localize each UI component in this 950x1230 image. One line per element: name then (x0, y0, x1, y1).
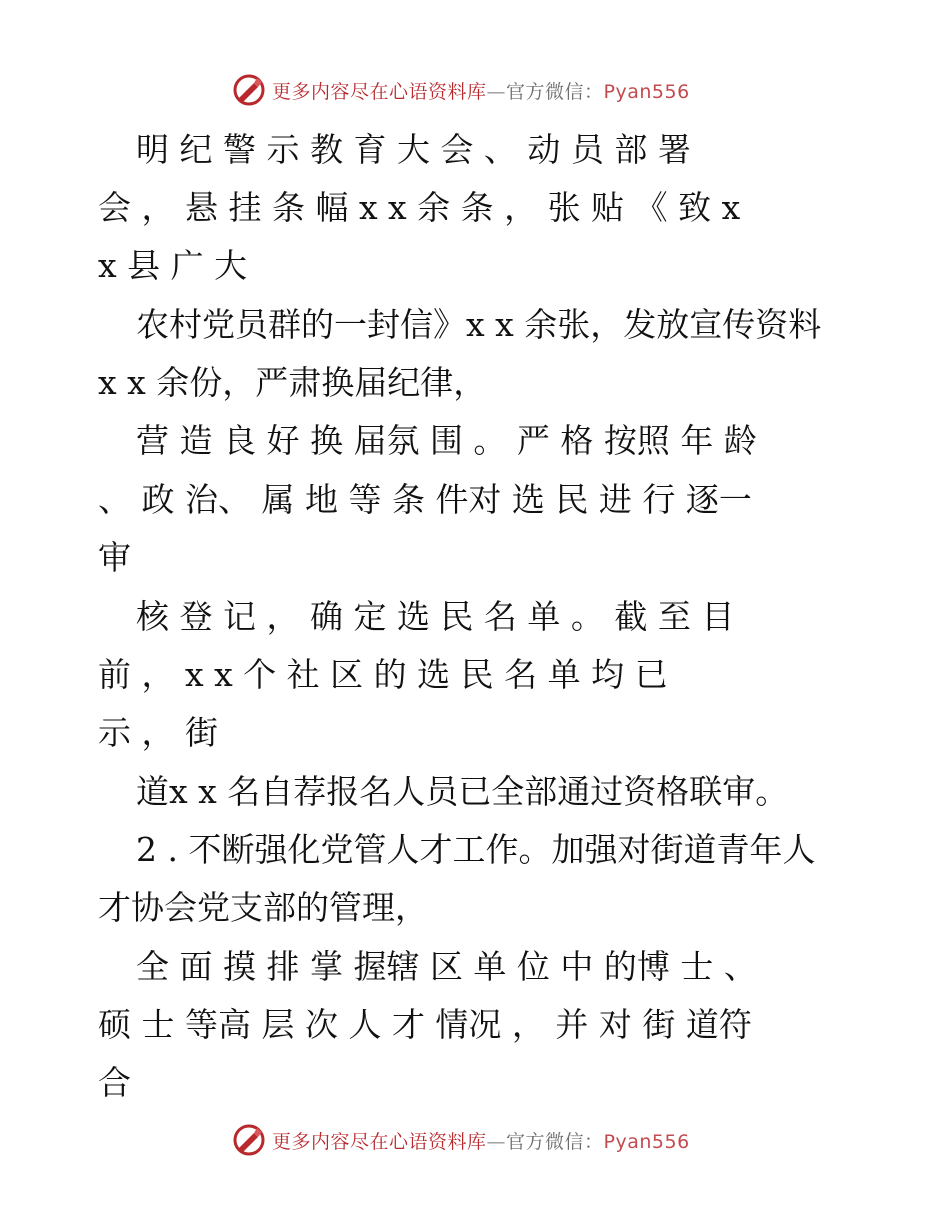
text-line: 农村党员群的一封信》x x 余张，发放宣传资料 (136, 305, 822, 344)
footer-banner-dash: — (486, 1130, 507, 1153)
text-line: 、 政 治、 属 地 等 条 件对 选 民 进 行 逐一 (98, 480, 752, 519)
text-line: x x 余份，严肃换届纪律， (98, 363, 487, 402)
header-banner-dash: — (486, 80, 507, 103)
text-line: 营 造 良 好 换 届氛 围 。 严 格 按照 年 龄 (136, 421, 757, 460)
footer-banner (232, 1120, 690, 1160)
pen-logo-icon (232, 73, 266, 107)
text-line: 核 登 记 ， 确 定 选 民 名 单 。 截 至 目 (136, 597, 735, 636)
footer-wechat-id: Pyan556 (603, 1130, 690, 1153)
text-line: 前 ， x x 个 社 区 的 选 民 名 单 均 已 (98, 655, 668, 694)
text-line: 道x x 名自荐报名人员已全部通过资格联审。 (136, 772, 789, 811)
footer-banner-text (272, 1127, 690, 1154)
text-line: 审 (98, 538, 131, 577)
header-banner-text (272, 77, 690, 104)
footer-banner-main: 更多内容尽在心语资料库 (272, 1130, 487, 1153)
header-wechat-label: 官方微信： (506, 80, 604, 103)
text-line: 明 纪 警 示 教 育 大 会 、 动 员 部 署 (136, 130, 691, 169)
text-line: 合 (98, 1063, 131, 1102)
text-line: 才协会党支部的管理， (98, 888, 428, 927)
text-line: 硕 士 等高 层 次 人 才 情况 ， 并 对 街 道符 (98, 1005, 752, 1044)
header-banner-main: 更多内容尽在心语资料库 (272, 80, 487, 103)
header-wechat-id: Pyan556 (603, 80, 690, 103)
text-line: 2 . 不断强化党管人才工作。加强对街道青年人 (136, 830, 816, 869)
header-banner (232, 70, 690, 110)
footer-wechat-label: 官方微信： (506, 1130, 604, 1153)
text-line: 全 面 摸 排 掌 握辖 区 单 位 中 的博 士 、 (136, 947, 757, 986)
text-line: 示 ， 街 (98, 713, 218, 752)
text-line: x 县 广 大 (98, 246, 248, 285)
text-line: 会 ， 悬 挂 条 幅 x x 余 条 ， 张 贴 《 致 x (98, 188, 741, 227)
pen-logo-icon (232, 1123, 266, 1157)
